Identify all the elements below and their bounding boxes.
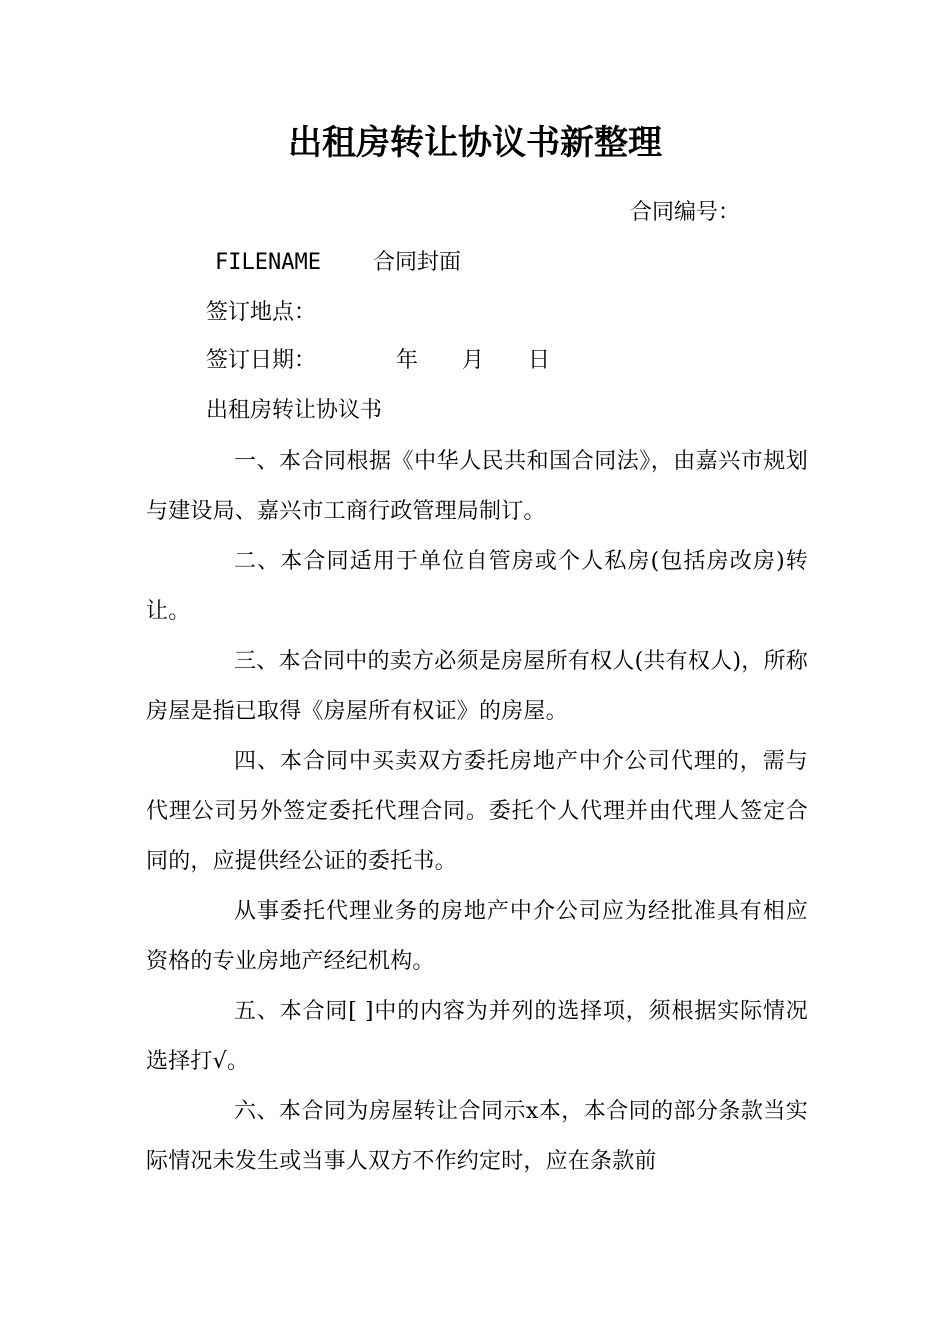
document-body: [146, 437, 808, 1187]
document-subtitle: 出租房转让协议书: [206, 398, 383, 423]
signing-place-label: 签订地点：: [206, 300, 317, 325]
contract-number-label: 合同编号：: [630, 200, 741, 225]
paragraph-6: 五、本合同[ ]中的内容为并列的选择项，须根据实际情况选择打√。: [146, 999, 808, 1074]
paragraph-7: 六、本合同为房屋转让合同示x本，本合同的部分条款当实际情况未发生或当事人双方不作约定时，应在条款前: [146, 1099, 808, 1174]
cover-label: 合同封面: [372, 250, 461, 275]
paragraph-3: 三、本合同中的卖方必须是房屋所有权人(共有权人)，所称房屋是指已取得《房屋所有权证》的房屋。: [146, 649, 808, 724]
document-title: 出租房转让协议书新整理: [288, 123, 662, 163]
paragraph-2: 二、本合同适用于单位自管房或个人私房(包括房改房)转让。: [146, 549, 808, 624]
paragraph-4: 四、本合同中买卖双方委托房地产中介公司代理的，需与代理公司另外签定委托代理合同。委托个人代理并由代理人签定合同的，应提供经公证的委托书。: [146, 749, 808, 874]
filename-field: FILENAME: [215, 250, 321, 275]
paragraph-5: 从事委托代理业务的房地产中介公司应为经批准具有相应资格的专业房地产经纪机构。: [146, 899, 808, 974]
signing-date-row: [206, 346, 550, 376]
year-label: 年: [396, 348, 419, 373]
filename-row: [215, 248, 461, 278]
day-label: 日: [528, 348, 551, 373]
month-label: 月: [462, 348, 485, 373]
paragraph-1: 一、本合同根据《中华人民共和国合同法》，由嘉兴市规划与建设局、嘉兴市工商行政管理局制订。: [146, 449, 808, 524]
signing-date-label: 签订日期：: [206, 348, 317, 373]
